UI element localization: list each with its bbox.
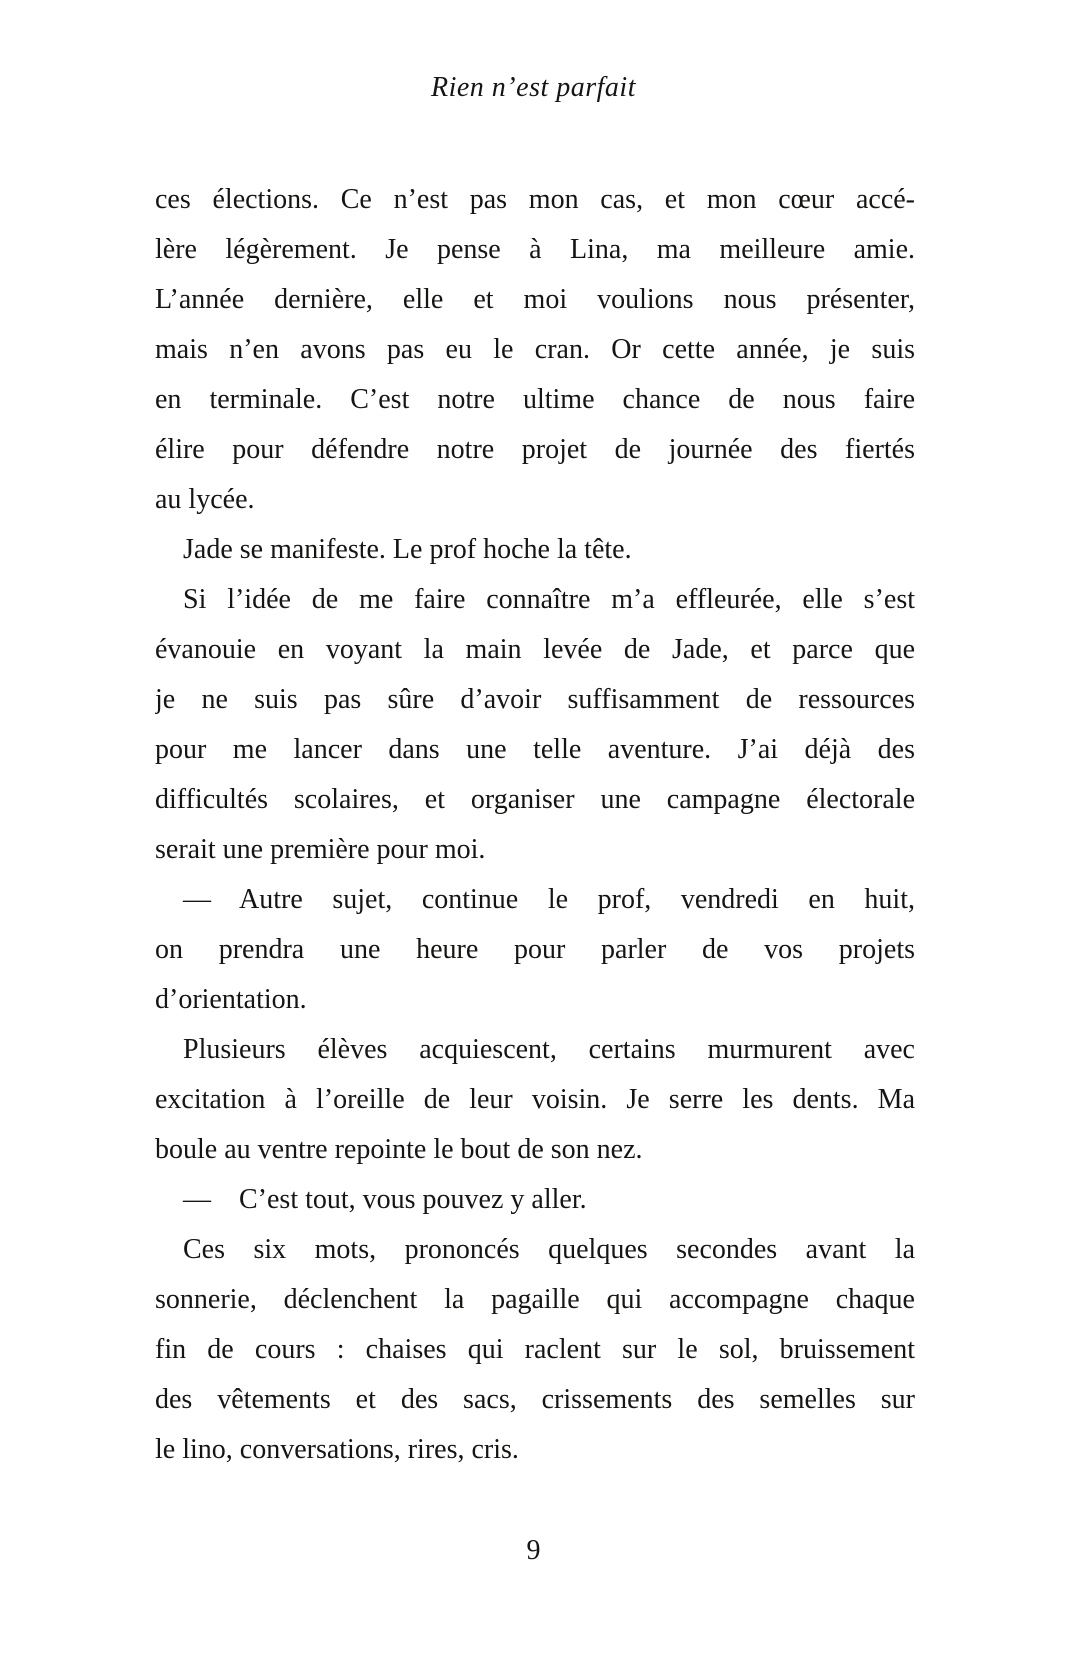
text-line: pour me lancer dans une telle aventure. J’ai déjà des [155, 734, 915, 765]
paragraph [155, 1025, 915, 1175]
paragraph [155, 525, 915, 575]
page-number: 9 [526, 1535, 541, 1566]
text-line: Jade se manifeste. Le prof hoche la tête. [183, 534, 632, 565]
text-line: fin de cours : chaises qui raclent sur le sol, bruissement [155, 1334, 915, 1365]
text-line: difficultés scolaires, et organiser une campagne électorale [155, 784, 915, 815]
text-line: Plusieurs élèves acquiescent, certains murmurent avec [183, 1034, 915, 1065]
text-line: élire pour défendre notre projet de journée des fiertés [155, 434, 915, 465]
text-line: Si l’idée de me faire connaître m’a effleurée, elle s’est [183, 584, 915, 615]
text-line: serait une première pour moi. [155, 834, 486, 865]
text-line: Ces six mots, prononcés quelques secondes avant la [183, 1234, 915, 1265]
text-line: mais n’en avons pas eu le cran. Or cette année, je suis [155, 334, 915, 365]
paragraph [155, 175, 915, 525]
paragraph [155, 875, 915, 1025]
text-line: on prendra une heure pour parler de vos projets [155, 934, 915, 965]
text-line: excitation à l’oreille de leur voisin. Je serre les dents. Ma [155, 1084, 915, 1115]
text-line: boule au ventre repointe le bout de son nez. [155, 1134, 643, 1165]
text-line: je ne suis pas sûre d’avoir suffisamment de ressources [155, 684, 915, 715]
paragraph [155, 1225, 915, 1475]
text-line: d’orientation. [155, 984, 307, 1015]
running-head: Rien n’est parfait [431, 72, 636, 103]
text-line: ces élections. Ce n’est pas mon cas, et mon cœur accé- [155, 184, 915, 215]
text-line: sonnerie, déclenchent la pagaille qui accompagne chaque [155, 1284, 915, 1315]
paragraph [155, 575, 915, 875]
text-line: — Autre sujet, continue le prof, vendredi en huit, [183, 884, 915, 915]
paragraph [155, 1175, 915, 1225]
text-line: L’année dernière, elle et moi voulions nous présenter, [155, 284, 915, 315]
text-line: au lycée. [155, 484, 255, 515]
text-line: le lino, conversations, rires, cris. [155, 1434, 519, 1465]
text-line: des vêtements et des sacs, crissements des semelles sur [155, 1384, 915, 1415]
text-line: lère légèrement. Je pense à Lina, ma meilleure amie. [155, 234, 915, 265]
text-line: évanouie en voyant la main levée de Jade, et parce que [155, 634, 915, 665]
text-line: en terminale. C’est notre ultime chance de nous faire [155, 384, 915, 415]
text-line: — C’est tout, vous pouvez y aller. [183, 1184, 587, 1215]
text-block [155, 175, 915, 1475]
